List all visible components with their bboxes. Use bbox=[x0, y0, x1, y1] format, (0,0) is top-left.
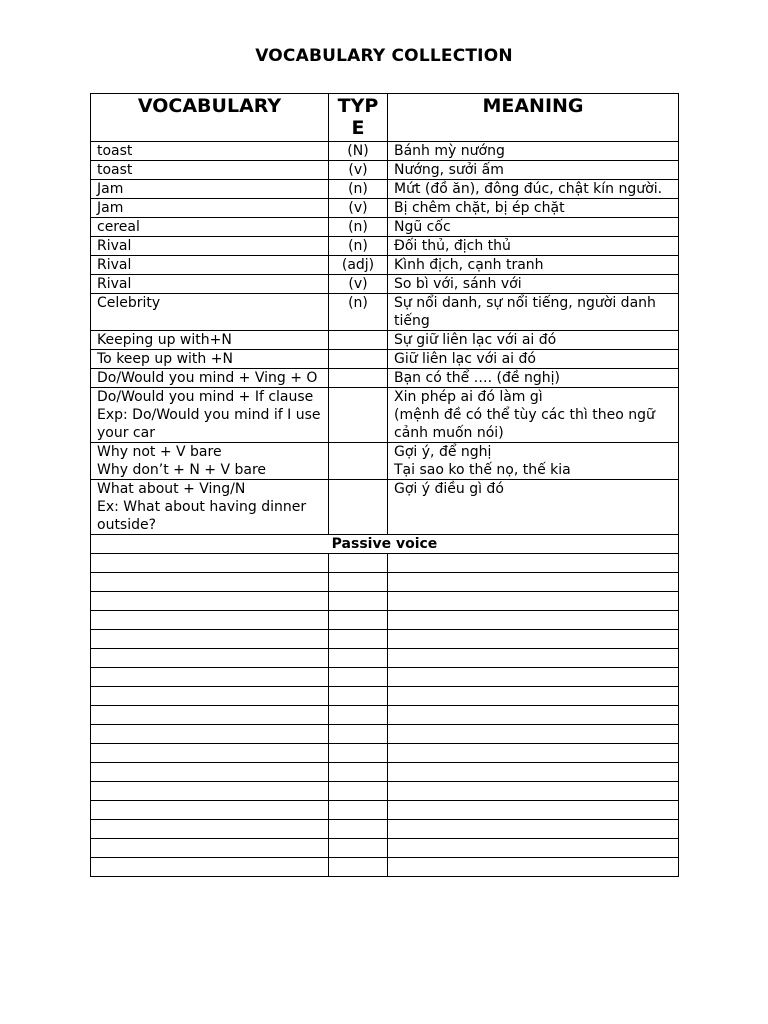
empty-row bbox=[91, 820, 679, 839]
table-row bbox=[91, 443, 679, 480]
meaning-cell: Bạn có thể …. (đề nghị) bbox=[388, 369, 679, 388]
empty-cell bbox=[388, 706, 679, 725]
empty-cell bbox=[329, 554, 388, 573]
empty-cell bbox=[91, 744, 329, 763]
empty-cell bbox=[388, 744, 679, 763]
empty-cell bbox=[91, 554, 329, 573]
table-row bbox=[91, 331, 679, 350]
empty-cell bbox=[91, 668, 329, 687]
empty-row bbox=[91, 573, 679, 592]
empty-cell bbox=[388, 573, 679, 592]
empty-cell bbox=[329, 744, 388, 763]
table-row bbox=[91, 218, 679, 237]
empty-cell bbox=[329, 592, 388, 611]
meaning-cell: Ngũ cốc bbox=[388, 218, 679, 237]
meaning-cell: Nướng, sưởi ấm bbox=[388, 161, 679, 180]
meaning-cell: Sự nổi danh, sự nổi tiếng, người danh tiếng bbox=[388, 294, 679, 331]
type-cell: (n) bbox=[329, 180, 388, 199]
type-cell bbox=[329, 331, 388, 350]
meaning-cell: Gợi ý, để nghị Tại sao ko thế nọ, thế kia bbox=[388, 443, 679, 480]
empty-row bbox=[91, 801, 679, 820]
type-cell bbox=[329, 480, 388, 535]
empty-cell bbox=[329, 725, 388, 744]
type-cell: (v) bbox=[329, 199, 388, 218]
type-cell bbox=[329, 443, 388, 480]
table-row bbox=[91, 350, 679, 369]
empty-row bbox=[91, 630, 679, 649]
type-cell: (N) bbox=[329, 142, 388, 161]
empty-row bbox=[91, 611, 679, 630]
empty-cell bbox=[388, 649, 679, 668]
vocab-cell: Why not + V bare Why don’t + N + V bare bbox=[91, 443, 329, 480]
type-cell: (adj) bbox=[329, 256, 388, 275]
empty-cell bbox=[91, 801, 329, 820]
table-header-row bbox=[91, 94, 679, 142]
table-row bbox=[91, 142, 679, 161]
empty-cell bbox=[329, 858, 388, 877]
empty-cell bbox=[91, 839, 329, 858]
empty-cell bbox=[388, 839, 679, 858]
table-row bbox=[91, 388, 679, 443]
table-row bbox=[91, 369, 679, 388]
meaning-cell: Đối thủ, địch thủ bbox=[388, 237, 679, 256]
empty-row bbox=[91, 706, 679, 725]
empty-cell bbox=[329, 839, 388, 858]
type-cell bbox=[329, 388, 388, 443]
meaning-cell: Kình địch, cạnh tranh bbox=[388, 256, 679, 275]
table-row bbox=[91, 180, 679, 199]
empty-cell bbox=[91, 763, 329, 782]
empty-cell bbox=[388, 554, 679, 573]
empty-cell bbox=[388, 725, 679, 744]
type-cell: (n) bbox=[329, 294, 388, 331]
header-type: TYP E bbox=[329, 94, 388, 142]
empty-cell bbox=[329, 820, 388, 839]
vocab-cell: Keeping up with+N bbox=[91, 331, 329, 350]
type-cell bbox=[329, 350, 388, 369]
vocab-cell: To keep up with +N bbox=[91, 350, 329, 369]
meaning-cell: So bì với, sánh với bbox=[388, 275, 679, 294]
vocab-cell: cereal bbox=[91, 218, 329, 237]
empty-cell bbox=[91, 573, 329, 592]
table-row bbox=[91, 480, 679, 535]
empty-cell bbox=[388, 782, 679, 801]
empty-row bbox=[91, 554, 679, 573]
empty-cell bbox=[388, 592, 679, 611]
vocab-cell: Rival bbox=[91, 256, 329, 275]
empty-cell bbox=[91, 649, 329, 668]
header-vocabulary: VOCABULARY bbox=[91, 94, 329, 142]
empty-row bbox=[91, 744, 679, 763]
vocab-cell: Jam bbox=[91, 199, 329, 218]
empty-cell bbox=[329, 611, 388, 630]
empty-cell bbox=[329, 668, 388, 687]
empty-cell bbox=[91, 820, 329, 839]
empty-row bbox=[91, 725, 679, 744]
empty-cell bbox=[329, 649, 388, 668]
meaning-cell: Bánh mỳ nướng bbox=[388, 142, 679, 161]
table-row bbox=[91, 275, 679, 294]
vocab-cell: Celebrity bbox=[91, 294, 329, 331]
empty-row bbox=[91, 592, 679, 611]
type-cell: (n) bbox=[329, 218, 388, 237]
type-cell: (n) bbox=[329, 237, 388, 256]
vocab-cell: Rival bbox=[91, 237, 329, 256]
vocab-cell: toast bbox=[91, 142, 329, 161]
vocabulary-table bbox=[90, 93, 679, 877]
vocab-cell: Do/Would you mind + Ving + O bbox=[91, 369, 329, 388]
empty-cell bbox=[329, 687, 388, 706]
empty-cell bbox=[388, 801, 679, 820]
vocab-cell: What about + Ving/N Ex: What about having dinner outside? bbox=[91, 480, 329, 535]
empty-cell bbox=[91, 858, 329, 877]
meaning-cell: Gợi ý điều gì đó bbox=[388, 480, 679, 535]
empty-cell bbox=[91, 630, 329, 649]
empty-cell bbox=[329, 763, 388, 782]
empty-cell bbox=[329, 782, 388, 801]
table-row bbox=[91, 199, 679, 218]
meaning-cell: Sự giữ liên lạc với ai đó bbox=[388, 331, 679, 350]
empty-cell bbox=[329, 801, 388, 820]
meaning-cell: Mứt (đồ ăn), đông đúc, chật kín người. bbox=[388, 180, 679, 199]
type-cell bbox=[329, 369, 388, 388]
table-row bbox=[91, 161, 679, 180]
meaning-cell: Giữ liên lạc với ai đó bbox=[388, 350, 679, 369]
empty-row bbox=[91, 839, 679, 858]
empty-cell bbox=[388, 763, 679, 782]
empty-cell bbox=[388, 611, 679, 630]
empty-cell bbox=[91, 725, 329, 744]
vocab-cell: toast bbox=[91, 161, 329, 180]
vocab-cell: Rival bbox=[91, 275, 329, 294]
empty-row bbox=[91, 763, 679, 782]
type-cell: (v) bbox=[329, 275, 388, 294]
section-row bbox=[91, 535, 679, 554]
section-heading: Passive voice bbox=[91, 535, 679, 554]
empty-cell bbox=[329, 573, 388, 592]
type-cell: (v) bbox=[329, 161, 388, 180]
table-row bbox=[91, 256, 679, 275]
meaning-cell: Xin phép ai đó làm gì (mệnh đề có thể tùy các thì theo ngữ cảnh muốn nói) bbox=[388, 388, 679, 443]
empty-row bbox=[91, 649, 679, 668]
empty-cell bbox=[91, 706, 329, 725]
empty-cell bbox=[329, 630, 388, 649]
empty-row bbox=[91, 687, 679, 706]
empty-cell bbox=[91, 687, 329, 706]
empty-row bbox=[91, 782, 679, 801]
empty-cell bbox=[91, 782, 329, 801]
empty-cell bbox=[388, 858, 679, 877]
empty-cell bbox=[91, 611, 329, 630]
vocab-cell: Do/Would you mind + If clause Exp: Do/Would you mind if I use your car bbox=[91, 388, 329, 443]
empty-cell bbox=[388, 668, 679, 687]
empty-row bbox=[91, 668, 679, 687]
empty-cell bbox=[91, 592, 329, 611]
empty-row bbox=[91, 858, 679, 877]
empty-cell bbox=[388, 820, 679, 839]
empty-cell bbox=[329, 706, 388, 725]
empty-cell bbox=[388, 630, 679, 649]
table-row bbox=[91, 237, 679, 256]
empty-cell bbox=[388, 687, 679, 706]
vocab-cell: Jam bbox=[91, 180, 329, 199]
table-row bbox=[91, 294, 679, 331]
meaning-cell: Bị chêm chặt, bị ép chặt bbox=[388, 199, 679, 218]
header-meaning: MEANING bbox=[388, 94, 679, 142]
document-title: VOCABULARY COLLECTION bbox=[255, 46, 513, 66]
